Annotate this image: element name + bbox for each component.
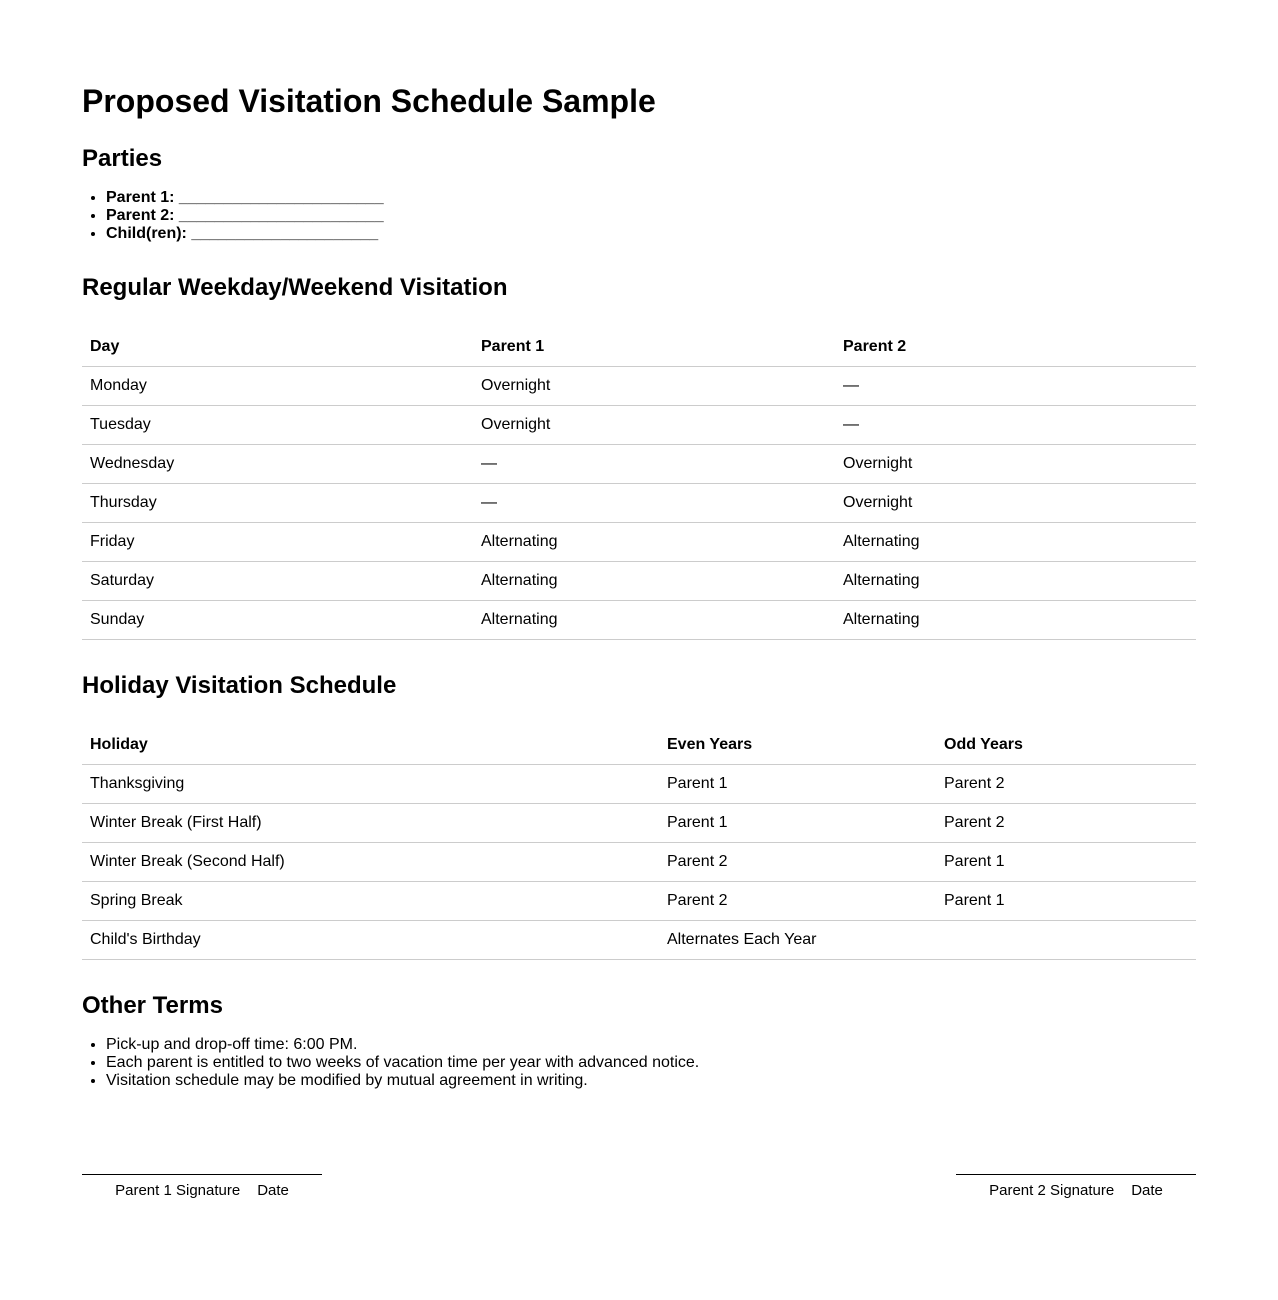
table-header-row [82, 328, 1196, 367]
table-row [82, 765, 1196, 804]
table-row [82, 523, 1196, 562]
other-terms-heading: Other Terms [82, 992, 223, 1019]
party-parent-2 [106, 207, 1196, 225]
term-item: • Pick-up and drop-off time: 6:00 PM. [106, 1036, 1196, 1054]
table-header-row [82, 726, 1196, 765]
table-row [82, 601, 1196, 640]
cell-day: Tuesday [82, 406, 473, 445]
signature-label: Parent 2 Signature [989, 1182, 1115, 1199]
cell-holiday: Child's Birthday [82, 921, 659, 960]
date-label: Date [257, 1182, 289, 1199]
cell-parent-2: Alternating [835, 523, 1196, 562]
table-row [82, 367, 1196, 406]
party-children [106, 225, 1196, 243]
cell-parent-1: Overnight [473, 367, 835, 406]
signature-section [82, 1174, 1196, 1199]
cell-parent-1: Alternating [473, 562, 835, 601]
cell-even-years: Parent 2 [659, 843, 936, 882]
cell-holiday: Thanksgiving [82, 765, 659, 804]
cell-holiday: Winter Break (First Half) [82, 804, 659, 843]
cell-odd-years: Parent 2 [936, 765, 1196, 804]
cell-parent-2: — [835, 367, 1196, 406]
cell-day: Wednesday [82, 445, 473, 484]
cell-parent-1: — [473, 484, 835, 523]
party-label: Parent 1: [106, 189, 175, 206]
cell-alternates: Alternates Each Year [659, 921, 1196, 960]
column-header-odd-years: Odd Years [936, 726, 1196, 765]
holiday-visitation-table [82, 726, 1196, 960]
column-header-day: Day [82, 328, 473, 367]
signature-label: Parent 1 Signature [115, 1182, 241, 1199]
cell-even-years: Parent 1 [659, 804, 936, 843]
regular-visitation-table [82, 328, 1196, 640]
table-row [82, 804, 1196, 843]
date-label: Date [1131, 1182, 1163, 1199]
table-row [82, 882, 1196, 921]
cell-parent-1: Alternating [473, 523, 835, 562]
holiday-visitation-heading: Holiday Visitation Schedule [82, 672, 397, 699]
column-header-parent-1: Parent 1 [473, 328, 835, 367]
cell-parent-2: Overnight [835, 484, 1196, 523]
cell-day: Monday [82, 367, 473, 406]
party-label: Parent 2: [106, 207, 175, 224]
cell-parent-2: Overnight [835, 445, 1196, 484]
parties-list [82, 189, 1196, 243]
table-row [82, 562, 1196, 601]
parent-2-signature-line [956, 1174, 1196, 1199]
cell-day: Saturday [82, 562, 473, 601]
party-label: Child(ren): [106, 225, 187, 242]
cell-holiday: Spring Break [82, 882, 659, 921]
parent-1-signature-line [82, 1174, 322, 1199]
table-row [82, 406, 1196, 445]
cell-parent-2: Alternating [835, 601, 1196, 640]
cell-day: Thursday [82, 484, 473, 523]
column-header-holiday: Holiday [82, 726, 659, 765]
cell-parent-1: — [473, 445, 835, 484]
cell-day: Friday [82, 523, 473, 562]
table-row [82, 484, 1196, 523]
table-row [82, 445, 1196, 484]
party-blank-field: _____________________ [191, 225, 379, 242]
cell-even-years: Parent 2 [659, 882, 936, 921]
cell-parent-1: Overnight [473, 406, 835, 445]
column-header-parent-2: Parent 2 [835, 328, 1196, 367]
table-row-birthday [82, 921, 1196, 960]
table-row [82, 843, 1196, 882]
cell-holiday: Winter Break (Second Half) [82, 843, 659, 882]
cell-day: Sunday [82, 601, 473, 640]
cell-odd-years: Parent 2 [936, 804, 1196, 843]
term-item: • Each parent is entitled to two weeks of vacation time per year with advanced notice. [106, 1054, 1196, 1072]
cell-even-years: Parent 1 [659, 765, 936, 804]
cell-odd-years: Parent 1 [936, 882, 1196, 921]
cell-odd-years: Parent 1 [936, 843, 1196, 882]
regular-visitation-heading: Regular Weekday/Weekend Visitation [82, 274, 508, 301]
other-terms-list [82, 1036, 1196, 1090]
party-blank-field: _______________________ [178, 207, 384, 224]
term-item: • Visitation schedule may be modified by mutual agreement in writing. [106, 1072, 1196, 1090]
cell-parent-2: — [835, 406, 1196, 445]
page-title: Proposed Visitation Schedule Sample [82, 83, 656, 119]
parties-heading: Parties [82, 145, 163, 172]
party-parent-1 [106, 189, 1196, 207]
party-blank-field: _______________________ [178, 189, 384, 206]
column-header-even-years: Even Years [659, 726, 936, 765]
cell-parent-2: Alternating [835, 562, 1196, 601]
cell-parent-1: Alternating [473, 601, 835, 640]
